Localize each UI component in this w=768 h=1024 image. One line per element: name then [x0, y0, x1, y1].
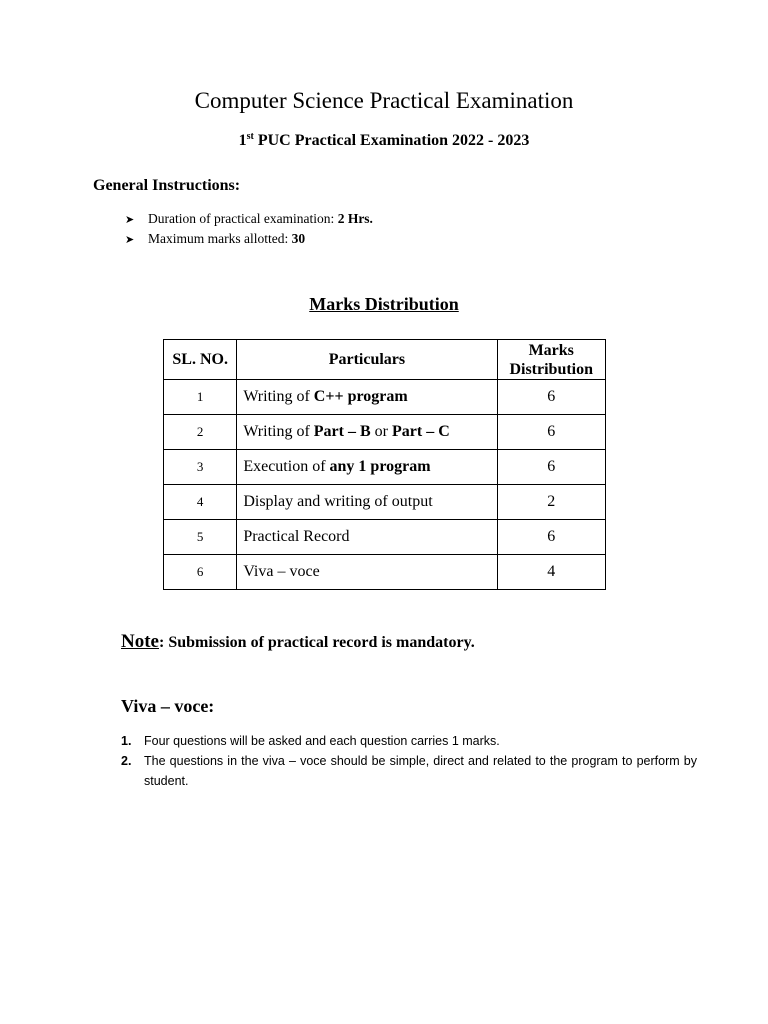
instruction-item-duration	[125, 209, 373, 229]
cell-sl-no: 1	[164, 380, 237, 415]
subtitle-rest: PUC Practical Examination 2022 - 2023	[253, 132, 530, 149]
marks-distribution-heading	[0, 294, 768, 315]
cell-marks: 6	[497, 415, 606, 450]
list-number: 1.	[121, 734, 132, 748]
table-row	[164, 520, 606, 555]
list-item	[121, 731, 697, 751]
instruction-text: Duration of practical examination:	[148, 211, 338, 226]
cell-particulars	[237, 485, 497, 520]
list-item	[121, 751, 697, 791]
particulars-bold-2: Part – C	[391, 423, 450, 440]
particulars-text: Practical Record	[243, 528, 350, 545]
marks-distribution-table	[163, 339, 606, 590]
cell-particulars	[237, 380, 497, 415]
note-line	[121, 631, 475, 653]
particulars-text-mid: or	[370, 423, 392, 440]
instruction-item-max-marks	[125, 229, 373, 249]
instruction-text: Maximum marks allotted:	[148, 231, 292, 246]
cell-marks: 4	[497, 555, 606, 590]
cell-particulars	[237, 555, 497, 590]
particulars-text: Viva – voce	[243, 563, 320, 580]
subtitle-superscript: st	[246, 131, 254, 142]
particulars-bold: any 1 program	[329, 458, 431, 475]
note-text: : Submission of practical record is mandatory.	[158, 634, 475, 651]
cell-sl-no: 6	[164, 555, 237, 590]
arrow-bullet-icon: ➤	[125, 234, 135, 246]
cell-marks: 2	[497, 485, 606, 520]
table-row	[164, 450, 606, 485]
column-header-marks: Marks Distribution	[497, 340, 606, 380]
list-item-text: Four questions will be asked and each question carries 1 marks.	[144, 734, 500, 748]
cell-marks: 6	[497, 520, 606, 555]
general-instructions-list	[125, 209, 373, 249]
cell-particulars	[237, 520, 497, 555]
cell-sl-no: 2	[164, 415, 237, 450]
cell-sl-no: 4	[164, 485, 237, 520]
particulars-bold: C++ program	[313, 388, 408, 405]
particulars-bold: Part – B	[313, 423, 371, 440]
arrow-bullet-icon: ➤	[125, 214, 135, 226]
instruction-value: 30	[291, 231, 306, 246]
subtitle-prefix: 1	[238, 132, 247, 149]
particulars-text: Display and writing of output	[243, 493, 433, 510]
table-row	[164, 485, 606, 520]
page-title: Computer Science Practical Examination	[194, 88, 574, 113]
table-row	[164, 415, 606, 450]
particulars-text: Writing of	[243, 388, 314, 405]
column-header-particulars: Particulars	[237, 340, 497, 380]
cell-marks: 6	[497, 450, 606, 485]
instruction-value: 2 Hrs.	[337, 211, 373, 226]
cell-marks: 6	[497, 380, 606, 415]
table-row	[164, 380, 606, 415]
particulars-text: Execution of	[243, 458, 330, 475]
list-number: 2.	[121, 754, 132, 768]
cell-particulars	[237, 450, 497, 485]
column-header-sl-no: SL. NO.	[164, 340, 237, 380]
table-header-row	[164, 340, 606, 380]
cell-sl-no: 5	[164, 520, 237, 555]
viva-voce-heading: Viva – voce:	[121, 696, 215, 716]
exam-subtitle	[0, 132, 768, 150]
marks-distribution-heading-text: Marks Distribution	[309, 294, 459, 314]
cell-sl-no: 3	[164, 450, 237, 485]
particulars-text: Writing of	[243, 423, 314, 440]
viva-voce-list	[121, 731, 697, 791]
list-item-text: The questions in the viva – voce should be simple, direct and related to the program to perform by student.	[144, 754, 697, 788]
cell-particulars	[237, 415, 497, 450]
note-label: Note	[121, 631, 159, 652]
general-instructions-heading: General Instructions:	[93, 177, 241, 194]
table-row	[164, 555, 606, 590]
